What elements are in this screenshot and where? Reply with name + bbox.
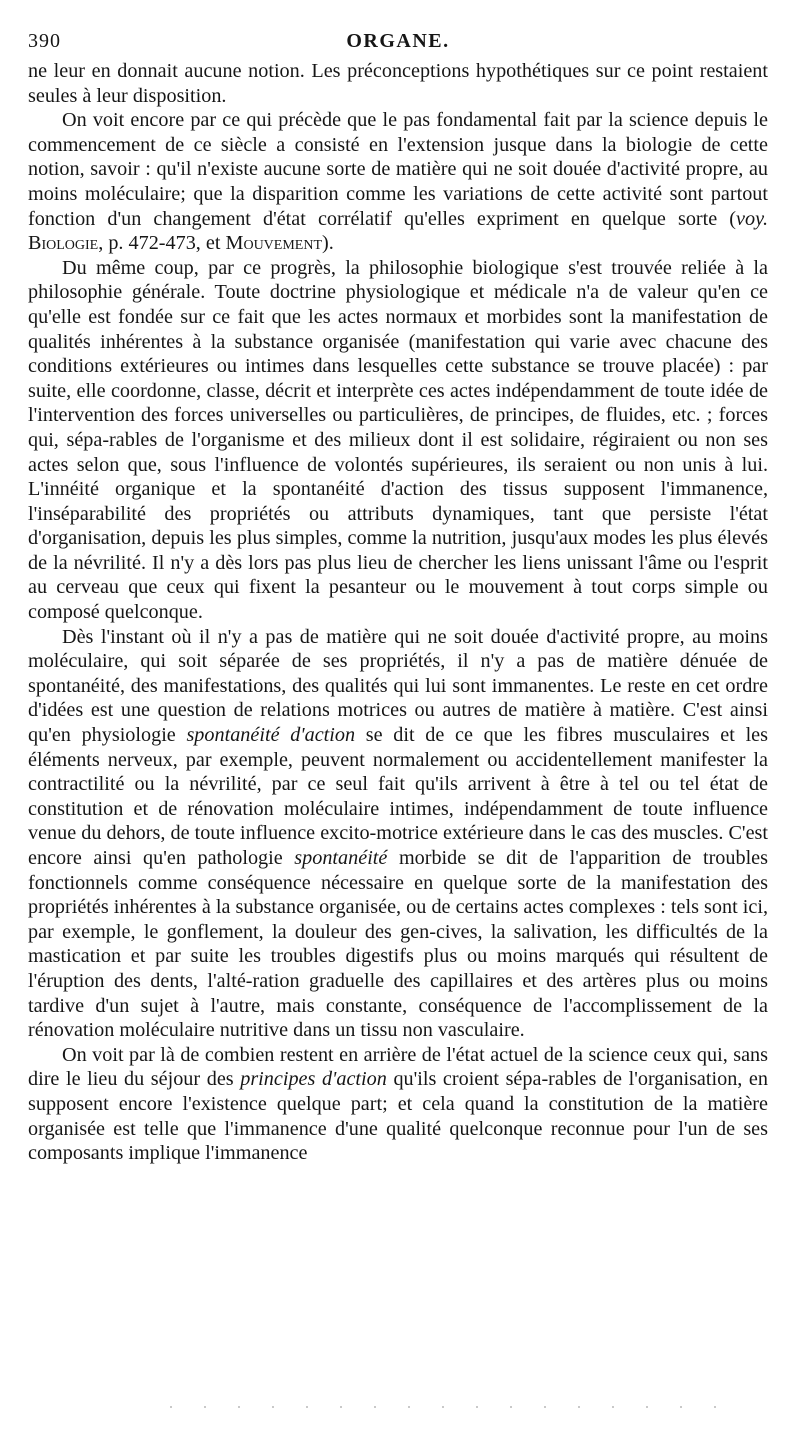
paragraph-4-run-4: spontanéité	[294, 847, 388, 869]
bottom-print-marks	[170, 1406, 730, 1408]
paragraph-2-run-7: ).	[322, 232, 334, 255]
paragraph-1	[28, 59, 768, 108]
paragraph-2-run-6: Mouvement	[225, 232, 323, 255]
paragraph-2-run-2: voy.	[736, 207, 768, 230]
paragraph-1-run-1: ne leur en donnait aucune notion. Les préconceptions hypothétiques sur ce point restaient seules à leur disposition.	[28, 60, 768, 107]
paragraph-2-run-5: , p. 472-473, et	[98, 232, 226, 255]
paragraph-5-run-2: principes d'action	[240, 1068, 387, 1091]
paragraph-3-run-1: Du même coup, par ce progrès, la philosophie biologique s'est trouvée reliée à la philosophie générale. Toute doctrine physiologique et médicale n'a de valeur qu'en ce qu'elle est fondée sur ce fait que les actes normaux et morbides sont la manifestation de qualités inhérentes à la substance organisée (manifestation qui varie avec chacune des conditions extérieures ou intimes dans lesquelles cette substance se trouve placée) : par suite, elle coordonne, classe, décrit et interprète ces actes indépendamment de toute idée de l'intervention des forces universelles ou particulières, de principes, de fluides, etc. ; forces qui, sépa-rables de l'organisme et des milieux dont il est solidaire, régiraient ou non ses actes selon que, sous l'influence de volontés supérieures, ils seraient ou non unis à lui. L'innéité organique et la spontanéité d'action des tissus supposent l'immanence, l'inséparabilité des propriétés ou attributs dynamiques, tant que persiste l'état d'organisation, depuis les plus simples, comme la nutrition, jusqu'aux modes les plus élevés de la névrilité. Il n'y a dès lors pas plus lieu de chercher les liens unissant l'âme ou l'esprit au cerveau que ceux qui fixent la pesanteur ou le mouvement à tout corps simple ou composé quelconque.	[28, 256, 768, 624]
paragraph-2-run-4: Biologie	[28, 232, 99, 255]
running-head	[28, 30, 768, 58]
running-title: ORGANE.	[346, 30, 450, 52]
paragraph-2-run-1: On voit encore par ce qui précède que le pas fondamental fait par la science depuis le commencement de ce siècle a consisté en l'extension jusque dans la biologie de cette notion, savoir : qu'il n'existe aucune sorte de matière qui ne soit douée d'activité propre, au moins moléculaire; que la disparition comme les variations de cette activité sont partout fonction d'un changement d'état corrélatif qu'elles expriment en quelque sorte (	[28, 109, 768, 230]
paragraph-4-run-2: spontanéité d'action	[186, 724, 356, 747]
paragraph-5-run-1: On voit par là de combien restent en arrière de l'état actuel de la science ceux qui, sans dire le lieu du séjour des	[28, 1043, 768, 1091]
paragraph-4-run-3: se dit de ce que les fibres musculaires et les éléments nerveux, par exemple, peuvent normalement ou accidentellement manifester la contractilité ou la névrilité, par ce seul fait qu'ils arrivent à être à tel ou tel état de constitution et de rénovation moléculaire intimes, indépendamment de toute influence venue du dehors, de toute influence excito-motrice extérieure dans le cas des muscles. C'est encore ainsi qu'en pathologie	[28, 724, 768, 869]
body-text	[28, 59, 768, 1166]
paragraph-5	[28, 1043, 768, 1166]
paragraph-5-run-3: qu'ils croient sépa-rables de l'organisation, en supposent encore l'existence quelque part; et cela quand la constitution de la matière organisée est telle que l'immanence d'une qualité quelconque reconnue pour l'un de ses composants implique l'immanence	[28, 1068, 768, 1165]
paragraph-4-run-1: Dès l'instant où il n'y a pas de matière qui ne soit douée d'activité propre, au moins moléculaire, qui soit séparée de ses propriétés, il n'y a pas de matière dénuée de spontanéité, des manifestations, des qualités qui lui sont immanentes. Le reste en cet ordre d'idées est une question de relations motrices ou autres de matière à matière. C'est ainsi qu'en physiologie	[28, 625, 768, 747]
paragraph-4-run-5: morbide se dit de l'apparition de troubles fonctionnels comme conséquence nécessaire en quelque sorte de la manifestation des propriétés inhérentes à la substance organisée, ou de certains actes complexes : tels sont ici, par exemple, le gonflement, la douleur des gen-cives, la salivation, les difficultés de la mastication et par suite les troubles digestifs plus ou moins marqués qui résultent de l'éruption des dents, l'alté-ration graduelle des capillaires et des artères plus ou moins tardive d'un sujet à l'autre, mais constante, conséquence de l'accomplissement de la rénovation moléculaire nutritive dans un tissu non vasculaire.	[28, 847, 769, 1042]
paragraph-2	[28, 108, 768, 256]
paragraph-3	[28, 256, 768, 625]
page-number: 390	[28, 30, 61, 52]
paragraph-4	[28, 625, 768, 1043]
